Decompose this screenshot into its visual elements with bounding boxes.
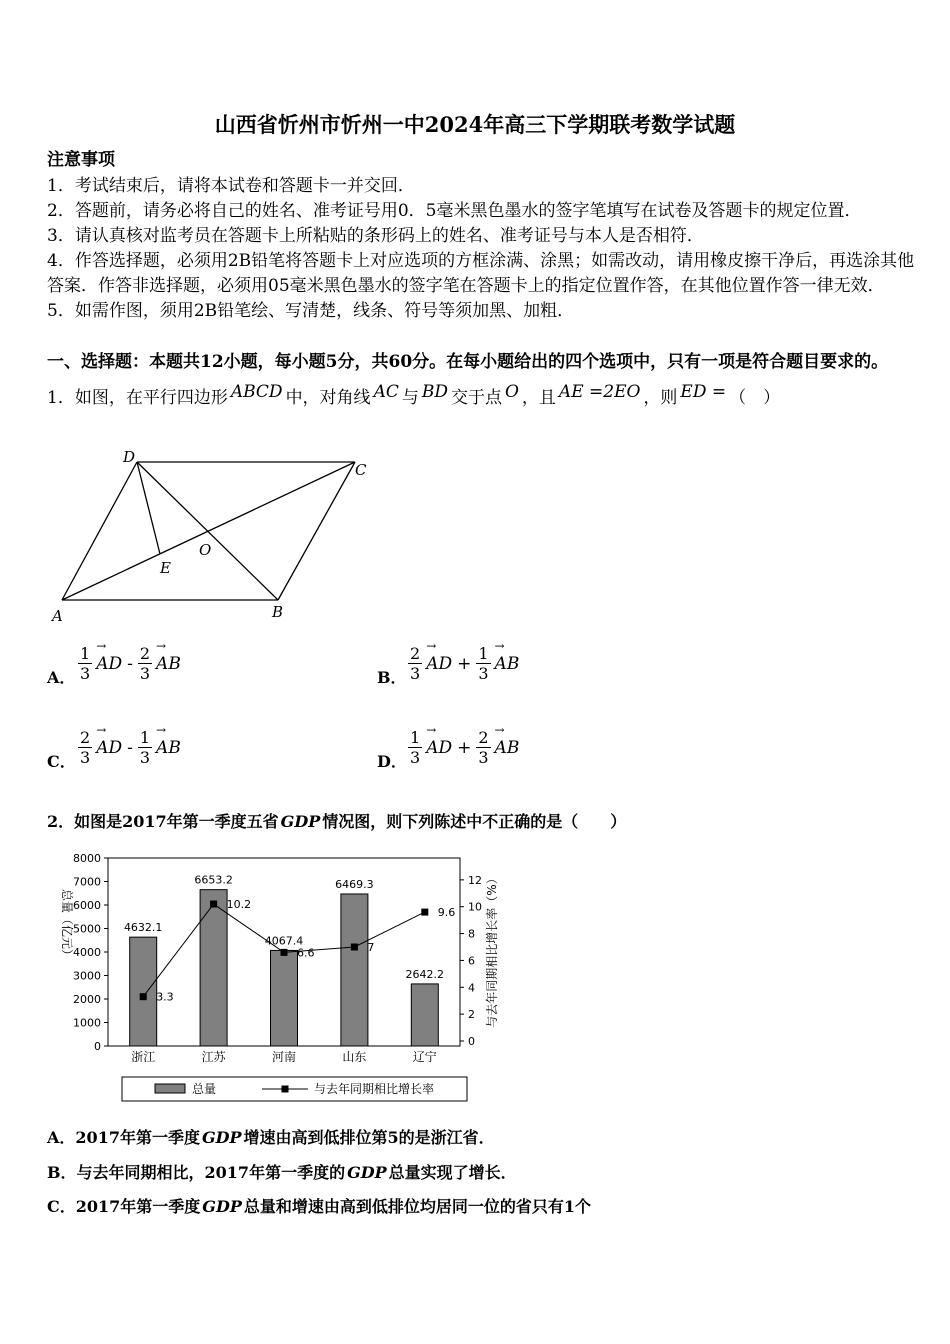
option-d-expression — [406, 728, 521, 767]
bar-value-label: 2642.2 — [405, 967, 445, 981]
vector-ad: → AD — [426, 654, 452, 674]
side-bc — [278, 462, 355, 600]
page-title: 山西省忻州市忻州一中2024年高三下学期联考数学试题 — [214, 112, 736, 137]
right-tick-label: 8 — [468, 927, 475, 941]
growth-rate-marker-5 — [421, 909, 428, 916]
q2-text: 情况图，则下列陈述中不正确的是（ ） — [322, 812, 627, 831]
numerator: 1 — [80, 644, 91, 663]
left-tick-label: 1000 — [73, 1016, 101, 1030]
fraction — [78, 644, 92, 683]
q2-option-letter: A． — [47, 1128, 76, 1147]
segment-de — [137, 462, 160, 554]
q1-text: （ ） — [729, 388, 781, 408]
fraction — [138, 644, 152, 683]
growth-value-label: 7 — [367, 941, 375, 954]
q1-math: ABCD — [230, 382, 283, 402]
gdp-chart — [0, 840, 520, 1110]
denominator: 3 — [478, 664, 489, 683]
q2-option-c — [47, 1198, 591, 1216]
side-da — [62, 462, 137, 600]
option-b-letter: B． — [377, 668, 407, 687]
vector-ad: → AD — [96, 738, 122, 758]
numerator: 2 — [80, 728, 91, 747]
q2-option-text: 2017年第一季度 — [75, 1128, 200, 1147]
q2-option-letter: C． — [47, 1197, 76, 1216]
operator: + — [457, 653, 472, 674]
numerator: 1 — [478, 644, 489, 663]
label-e: E — [160, 559, 171, 577]
growth-rate-marker-3 — [281, 949, 288, 956]
gdp-bar-5 — [411, 984, 438, 1046]
legend-bar-label: 总量 — [192, 1082, 217, 1096]
left-tick-label: 3000 — [73, 969, 101, 983]
fraction — [78, 728, 92, 767]
q2-gdp: GDP — [280, 812, 321, 831]
denominator: 3 — [139, 748, 151, 767]
category-label: 山东 — [342, 1050, 367, 1064]
note-line: 2．答题前，请务必将自己的姓名、准考证号用0．5毫米黑色墨水的签字笔填写在试卷及答题卡的规定位置． — [47, 201, 862, 221]
right-tick-label: 4 — [468, 981, 475, 995]
numerator: 2 — [139, 644, 151, 663]
diagonal-ac — [62, 462, 355, 600]
left-tick-label: 8000 — [73, 852, 101, 865]
vector-ab: → AB — [495, 738, 520, 758]
growth-value-label: 3.3 — [156, 990, 174, 1004]
note-line: 5．如需作图，须用2B铅笔绘、写清楚，线条、符号等须加黑、加粗． — [47, 301, 575, 321]
q2-option-gdp: GDP — [201, 1128, 242, 1147]
q1-math: BD — [421, 382, 448, 402]
fraction — [476, 728, 490, 767]
fraction — [408, 728, 422, 767]
numerator: 1 — [410, 728, 421, 747]
left-tick-label: 5000 — [73, 922, 101, 936]
right-tick-label: 6 — [468, 954, 475, 968]
option-b-expression — [406, 644, 521, 683]
q1-text: 1．如图，在平行四边形 — [47, 388, 228, 408]
vector-ab: → AB — [495, 654, 520, 674]
label-a: A — [52, 607, 63, 625]
gdp-bar-3 — [271, 950, 298, 1046]
bar-value-label: 6653.2 — [194, 873, 233, 887]
legend-line-marker — [282, 1086, 289, 1093]
q2-option-letter: B． — [47, 1163, 77, 1182]
left-tick-label: 6000 — [73, 899, 101, 912]
bar-value-label: 6469.3 — [335, 877, 374, 891]
vector-ad: → AD — [96, 654, 122, 674]
numerator: 2 — [478, 728, 489, 747]
growth-rate-marker-2 — [210, 901, 217, 908]
category-label: 辽宁 — [412, 1050, 437, 1064]
gdp-bar-2 — [200, 890, 227, 1046]
right-axis-title: 与去年同期相比增长率（%） — [485, 872, 499, 1028]
q2-option-gdp: GDP — [347, 1163, 387, 1182]
left-tick-label: 2000 — [73, 993, 101, 1006]
q2-option-gdp: GDP — [202, 1197, 242, 1216]
growth-value-label: 10.2 — [226, 898, 252, 912]
legend-line-label: 与去年同期相比增长率 — [314, 1082, 435, 1096]
q2-option-text: 总量和增速由高到低排位均居同一位的省只有1个 — [243, 1197, 592, 1216]
bar-value-label: 4632.1 — [123, 921, 163, 935]
gdp-bar-4 — [341, 894, 368, 1046]
option-a-expression — [76, 644, 183, 683]
denominator: 3 — [410, 748, 421, 767]
growth-value-label: 9.6 — [437, 906, 456, 920]
operator: - — [127, 737, 133, 758]
note-line: 4．作答选择题，必须用2B铅笔将答题卡上对应选项的方框涂满、涂黑；如需改动，请用橡皮擦干净后，再选涂其他 — [47, 251, 915, 271]
category-label: 浙江 — [131, 1050, 156, 1064]
option-c-expression — [76, 728, 183, 767]
q2-option-a — [47, 1129, 495, 1147]
denominator: 3 — [478, 748, 489, 767]
label-o: O — [199, 541, 212, 559]
denominator: 3 — [80, 748, 91, 767]
label-d: D — [123, 448, 136, 466]
left-tick-label: 7000 — [73, 875, 101, 889]
option-d-letter: D． — [377, 752, 407, 771]
fraction — [138, 728, 152, 767]
right-tick-label: 0 — [468, 1035, 475, 1048]
category-label: 河南 — [271, 1050, 297, 1064]
q2-option-text: 2017年第一季度 — [75, 1197, 201, 1216]
right-tick-label: 10 — [468, 900, 482, 914]
bar-value-label: 4067.4 — [264, 934, 304, 948]
operator: + — [457, 737, 472, 758]
q1-math: O — [504, 382, 519, 402]
denominator: 3 — [139, 664, 151, 683]
parallelogram-figure — [40, 440, 380, 630]
q1-math: AE =2EO — [558, 382, 641, 402]
q1-text: 中，对角线 — [285, 388, 371, 408]
vector-ab: → AB — [156, 738, 181, 758]
q2-text: 2．如图是2017年第一季度五省 — [47, 812, 279, 831]
option-c-letter: C． — [47, 752, 76, 771]
question-1 — [47, 382, 781, 408]
growth-value-label: 6.6 — [297, 946, 315, 960]
q2-option-b — [47, 1164, 517, 1182]
vector-ad: → AD — [426, 738, 452, 758]
q1-math: AC — [373, 382, 399, 402]
q1-text: 交于点 — [450, 388, 502, 408]
q2-option-text: 与去年同期相比，2017年第一季度的 — [76, 1163, 346, 1182]
q1-math: ED = — [680, 382, 727, 402]
notes-heading: 注意事项 — [47, 150, 115, 170]
gdp-bar-1 — [130, 937, 157, 1046]
diagonal-bd — [137, 462, 278, 600]
q2-option-text: 增速由高到低排位第5的是浙江省． — [243, 1128, 495, 1147]
category-label: 江苏 — [201, 1050, 226, 1064]
q1-text: ，则 — [643, 388, 678, 408]
option-a-letter: A． — [47, 668, 76, 687]
numerator: 2 — [410, 644, 421, 663]
operator: - — [127, 653, 133, 674]
denominator: 3 — [80, 664, 91, 683]
note-line: 答案．作答非选择题，必须用05毫米黑色墨水的签字笔在答题卡上的指定位置作答，在其他位置作答一律无效． — [47, 276, 885, 296]
section-heading: 一、选择题：本题共12小题，每小题5分，共60分。在每小题给出的四个选项中，只有一项是符合题目要求的。 — [47, 352, 889, 372]
fraction — [476, 644, 490, 683]
left-tick-label: 0 — [94, 1040, 101, 1053]
q1-text: 与 — [401, 388, 419, 408]
legend-bar-swatch — [155, 1084, 185, 1093]
growth-rate-marker-1 — [140, 993, 147, 1000]
label-b: B — [272, 603, 284, 621]
note-line: 1．考试结束后，请将本试卷和答题卡一并交回． — [47, 176, 415, 196]
right-tick-label: 2 — [468, 1008, 475, 1022]
denominator: 3 — [410, 664, 421, 683]
note-line: 3．请认真核对监考员在答题卡上所粘贴的条形码上的姓名、准考证号与本人是否相符． — [47, 226, 704, 246]
numerator: 1 — [139, 728, 151, 747]
right-tick-label: 12 — [468, 873, 482, 887]
q2-option-text: 总量实现了增长． — [388, 1163, 517, 1182]
label-c: C — [355, 461, 367, 479]
fraction — [408, 644, 422, 683]
question-2 — [47, 813, 626, 831]
q1-text: ，且 — [521, 388, 556, 408]
left-tick-label: 4000 — [73, 946, 101, 959]
growth-rate-marker-4 — [351, 944, 358, 951]
left-axis-title: 总量（亿元） — [60, 888, 74, 962]
vector-ab: → AB — [156, 654, 181, 674]
